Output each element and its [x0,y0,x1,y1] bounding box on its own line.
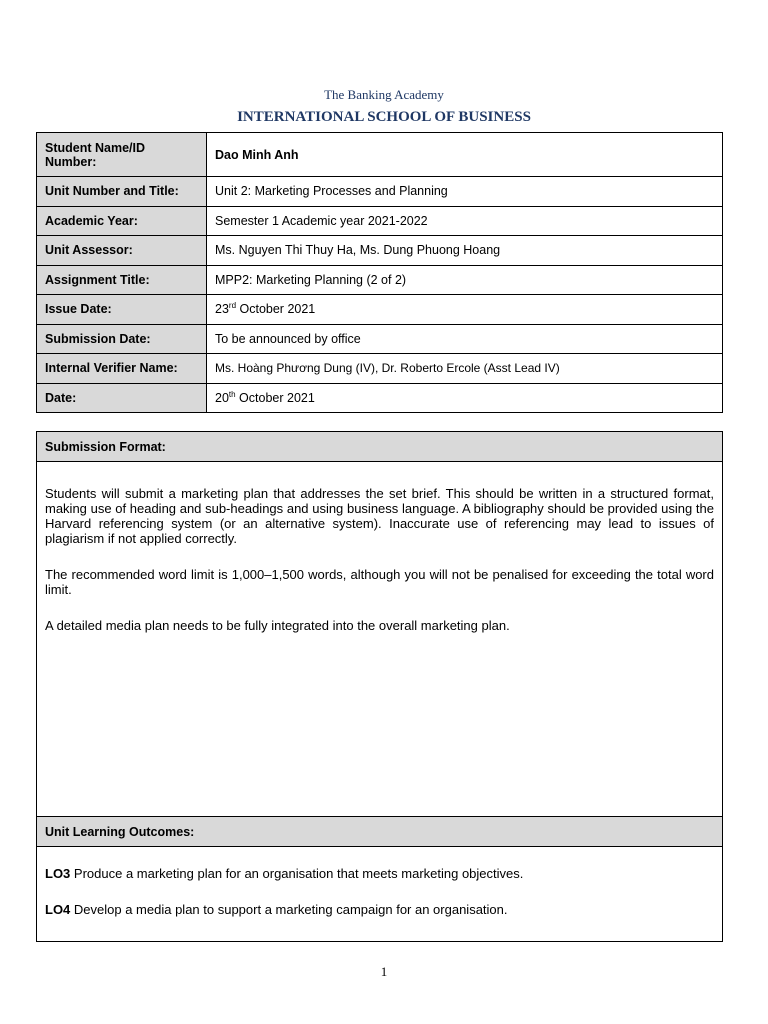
info-label: Date: [37,383,207,413]
assignment-info-table [36,132,723,413]
info-row-assessor [37,236,723,266]
info-value [207,383,723,413]
info-label: Unit Assessor: [37,236,207,266]
info-row-unit [37,177,723,207]
info-row-academic-year [37,206,723,236]
info-row-date [37,383,723,413]
info-label: Academic Year: [37,206,207,236]
info-value: MPP2: Marketing Planning (2 of 2) [207,265,723,295]
lo-code: LO3 [45,866,71,881]
info-row-submission-date [37,324,723,354]
info-value: Ms. Hoàng Phương Dung (IV), Dr. Roberto Ercole (Asst Lead IV) [207,354,723,384]
info-label: Student Name/ID Number: [37,133,207,177]
submission-paragraph: A detailed media plan needs to be fully integrated into the overall marketing plan. [45,618,510,633]
school-name: INTERNATIONAL SCHOOL OF BUSINESS [237,109,531,125]
info-value: Ms. Nguyen Thi Thuy Ha, Ms. Dung Phuong Hoang [207,236,723,266]
learning-outcome-item [45,866,714,881]
info-row-assignment-title [37,265,723,295]
info-row-verifier [37,354,723,384]
info-label: Assignment Title: [37,265,207,295]
learning-outcomes-body [37,847,722,917]
info-label: Internal Verifier Name: [37,354,207,384]
info-value: Semester 1 Academic year 2021-2022 [207,206,723,236]
institution-name: The Banking Academy [324,87,444,102]
info-label: Submission Date: [37,324,207,354]
page-number: 1 [380,964,388,979]
submission-section [36,431,723,942]
lo-text: Produce a marketing plan for an organisation that meets marketing objectives. [70,866,524,881]
info-value: Dao Minh Anh [207,133,723,177]
date-day: 20 [215,390,229,405]
issue-day-suffix: rd [228,301,237,311]
issue-month-year: October 2021 [236,302,316,317]
info-value [207,295,723,325]
submission-format-heading: Submission Format: [37,432,722,462]
info-row-student [37,133,723,177]
submission-format-body [37,462,722,816]
info-row-issue-date [37,295,723,325]
date-day-suffix: th [228,389,236,399]
info-label: Unit Number and Title: [37,177,207,207]
lo-code: LO4 [45,902,71,917]
info-value: To be announced by office [207,324,723,354]
info-label: Issue Date: [37,295,207,325]
submission-paragraph: The recommended word limit is 1,000–1,500 words, although you will not be penalised for exceeding the total word limit. [45,567,714,597]
learning-outcomes-heading: Unit Learning Outcomes: [37,816,722,847]
lo-text: Develop a media plan to support a marketing campaign for an organisation. [70,902,508,917]
date-month-year: October 2021 [235,390,315,405]
learning-outcome-item [45,902,714,917]
submission-paragraph: Students will submit a marketing plan that addresses the set brief. This should be written in a structured format, making use of heading and sub-headings and using business language. A bibliography should be provided using the Harvard referencing system (or an alternative system). Inaccurate use of referencing may lead to issues of plagiarism if not applied correctly. [45,486,714,546]
info-value: Unit 2: Marketing Processes and Planning [207,177,723,207]
issue-day: 23 [215,302,229,317]
